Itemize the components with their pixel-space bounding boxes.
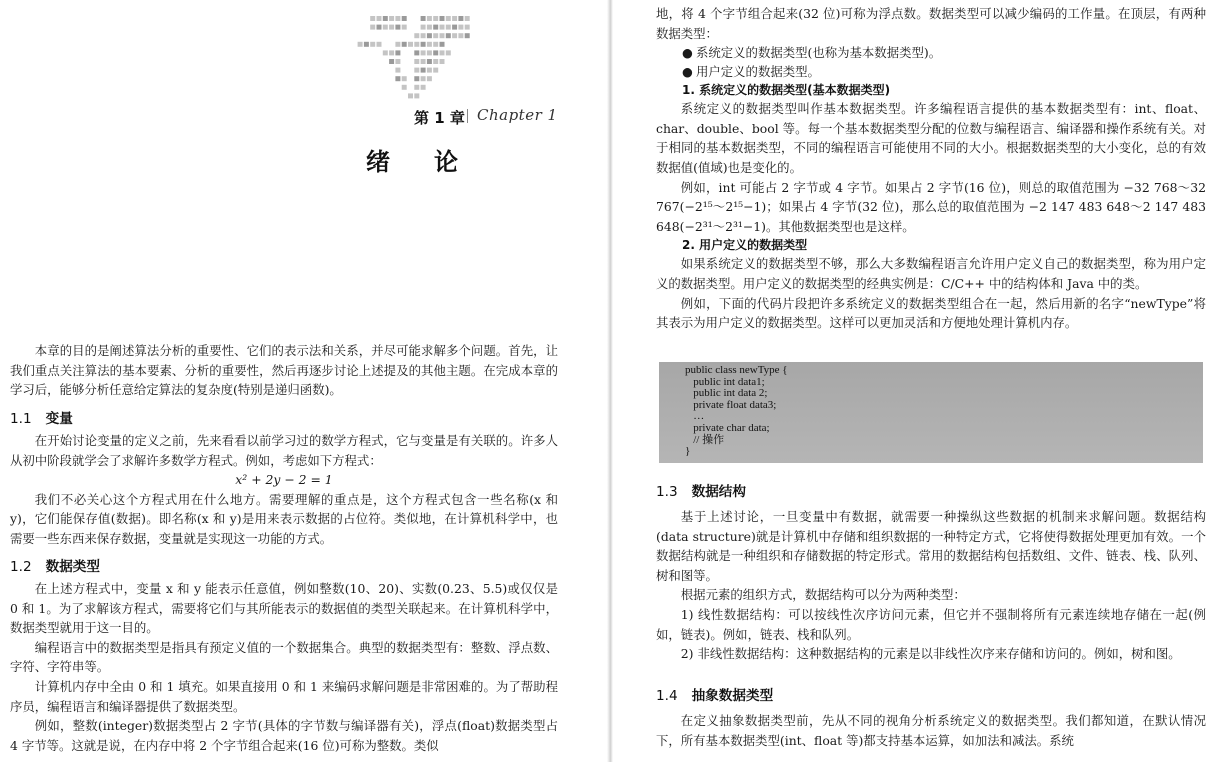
section-heading-abstract-data-types [656, 685, 1206, 707]
decoration-pixel [452, 16, 457, 21]
section-1-1 [10, 408, 558, 549]
intro-paragraph: 本章的目的是阐述算法分析的重要性、它们的表示法和关系，并尽可能求解多个问题。首先，让我们重点关注算法的基本要素、分析的重要性，然后再逐步讨论上述提及的其他主题。在完成本章的学习后，能够分析任意给定算法的复杂度(特别是递归函数)。 [10, 343, 558, 398]
decoration-pixel [440, 50, 445, 55]
decoration-pixel [446, 33, 451, 38]
decoration-pixel [402, 16, 407, 21]
decoration-pixel [421, 50, 426, 55]
decoration-pixel [433, 33, 438, 38]
paragraph: 我们不必关心这个方程式用在什么地方。需要理解的重点是，这个方程式包含一些名称(x 和 y)，它们能保存值(数据)。即名称(x 和 y)是用来表示数据的占位符。类似地，在计算机科学中，也需要一些东西来保存数据，变量就是实现这一功能的方式。 [10, 491, 558, 546]
decoration-pixel [427, 25, 432, 30]
decoration-pixel [452, 33, 457, 38]
decoration-pixel [395, 68, 400, 73]
decoration-pixel [402, 85, 407, 90]
decoration-pixel [364, 42, 369, 47]
decoration-pixel [395, 42, 400, 47]
decoration-pixel [440, 25, 445, 30]
decoration-pixel [433, 42, 438, 47]
decoration-pixel [370, 42, 375, 47]
chapter-decoration-pixels [345, 16, 473, 104]
decoration-pixel [433, 68, 438, 73]
bullet-icon: ● [682, 45, 693, 61]
decoration-pixel [427, 33, 432, 38]
decoration-pixel [421, 76, 426, 81]
paragraph: 系统定义的数据类型叫作基本数据类型。许多编程语言提供的基本数据类型有：int、float、char、double、bool 等。每一个基本数据类型分配的位数与编程语言、编译器和操作系统有关。对于相同的基本数据类型，不同的编程语言可能使用不同的大小。根据数据类型的大小变化，总的有效数据值(值域)也是变化的。 [656, 101, 1206, 175]
decoration-pixel [427, 68, 432, 73]
decoration-pixel [377, 16, 382, 21]
chapter-script-label: Chapter 1 [477, 106, 558, 124]
decoration-pixel [458, 25, 463, 30]
decoration-pixel [427, 16, 432, 21]
decoration-pixel [402, 25, 407, 30]
subsection-heading: 2. 用户定义的数据类型 [682, 238, 808, 253]
decoration-pixel [395, 16, 400, 21]
decoration-pixel [433, 50, 438, 55]
paragraph: 根据元素的组织方式，数据结构可以分为两种类型： [680, 587, 966, 603]
decoration-pixel [402, 76, 407, 81]
code-line: // 操作 [685, 433, 725, 446]
section-title: 数据结构 [691, 484, 746, 500]
decoration-pixel [452, 25, 457, 30]
code-snippet [659, 362, 1203, 463]
code-line: public int data1; [685, 375, 765, 388]
bullet-icon: ● [682, 64, 693, 80]
decoration-pixel [408, 42, 413, 47]
decoration-pixel [377, 25, 382, 30]
chapter-title: 绪论 [366, 148, 502, 176]
decoration-pixel [414, 68, 419, 73]
subsection-heading: 1. 系统定义的数据类型(基本数据类型) [682, 83, 891, 98]
decoration-pixel [421, 59, 426, 64]
decoration-pixel [395, 76, 400, 81]
paragraph: 2) 非线性数据结构：这种数据结构的元素是以非线性次序来存储和访问的。例如，树和图。 [680, 646, 1181, 662]
equation: x² + 2y − 2 = 1 [235, 472, 333, 488]
chapter-number: 第 1 章 [414, 109, 465, 127]
decoration-pixel [433, 25, 438, 30]
bullet-item [656, 62, 1206, 81]
decoration-pixel [421, 33, 426, 38]
decoration-pixel [389, 59, 394, 64]
bullet-text: 用户定义的数据类型。 [696, 64, 820, 80]
paragraph: 在上述方程式中，变量 x 和 y 能表示任意值，例如整数(10、20)、实数(0.23、5.5)或仅仅是 0 和 1。为了求解该方程式，需要将它们与其所能表示的数据值的类型关联起来。在计算机科学中，数据类型就用于这一目的。 [10, 581, 558, 636]
decoration-pixel [465, 33, 470, 38]
decoration-pixel [433, 16, 438, 21]
decoration-pixel [395, 25, 400, 30]
paragraph: 例如，整数(integer)数据类型占 2 字节(具体的字节数与编译器有关)，浮点(float)数据类型占 4 字节等。这就是说，在内存中将 2 个字节组合起来(16 位)可称为整数。类似 [10, 718, 558, 753]
section-title: 抽象数据类型 [691, 688, 774, 704]
decoration-pixel [440, 42, 445, 47]
section-heading-variables [10, 408, 558, 430]
decoration-pixel [414, 42, 419, 47]
decoration-pixel [465, 16, 470, 21]
section-number: 1.4 [656, 688, 678, 704]
decoration-pixel [421, 25, 426, 30]
right-page [611, 0, 1218, 762]
decoration-pixel [389, 25, 394, 30]
section-title: 数据类型 [45, 559, 100, 575]
paragraph: 在开始讨论变量的定义之前，先来看看以前学习过的数学方程式，它与变量是有关联的。许多人从初中阶段就学会了求解许多数学方程式。例如，考虑如下方程式： [10, 433, 558, 468]
section-number: 1.3 [656, 484, 678, 500]
decoration-pixel [446, 16, 451, 21]
decoration-pixel [421, 42, 426, 47]
decoration-pixel [395, 50, 400, 55]
decoration-pixel [465, 25, 470, 30]
paragraph: 1) 线性数据结构：可以按线性次序访问元素，但它并不强制将所有元素连续地存储在一起(例如，链表)。例如，链表、栈和队列。 [656, 606, 1206, 642]
chapter-intro [10, 341, 558, 400]
bullet-item [656, 43, 1206, 62]
code-line: } [685, 445, 691, 458]
decoration-pixel [433, 59, 438, 64]
decoration-pixel [440, 16, 445, 21]
section-heading-data-structures [656, 481, 1206, 503]
decoration-pixel [408, 93, 413, 98]
decoration-pixel [446, 50, 451, 55]
decoration-pixel [427, 50, 432, 55]
decoration-pixel [389, 16, 394, 21]
paragraph: 如果系统定义的数据类型不够，那么大多数编程语言允许用户定义自己的数据类型，称为用户定义的数据类型。用户定义的数据类型的经典实例是：C/C++ 中的结构体和 Java 中的类。 [656, 256, 1206, 291]
decoration-pixel [427, 42, 432, 47]
decoration-pixel [427, 59, 432, 64]
decoration-pixel [402, 42, 407, 47]
decoration-pixel [414, 33, 419, 38]
paragraph: 例如，int 可能占 2 字节或 4 字节。如果占 2 字节(16 位)，则总的取值范围为 −32 768～32 767(−2¹⁵～2¹⁵−1)；如果占 4 字节(32 位)，那么总的取值范围为 −2 147 483 648～2 147 483 648(−2³¹～2³¹−1)。其他数据类型也是这样。 [656, 179, 1206, 234]
bullet-text: 系统定义的数据类型(也称为基本数据类型)。 [696, 45, 942, 61]
decoration-pixel [414, 76, 419, 81]
decoration-pixel [421, 85, 426, 90]
paragraph: 基于上述讨论，一旦变量中有数据，就需要一种操纵这些数据的机制来求解问题。数据结构(data structure)就是计算机中存储和组织数据的一种特定方式，它将使得数据处理更加有效。一个数据结构就是一种组织和存储数据的特定形式。常用的数据结构包括数组、文件、链表、栈、队列、树和图等。 [656, 509, 1206, 583]
section-title: 变量 [45, 411, 73, 427]
decoration-pixel [421, 16, 426, 21]
decoration-pixel [377, 42, 382, 47]
code-line: private char data; [685, 421, 770, 434]
decoration-pixel [458, 33, 463, 38]
decoration-pixel [446, 25, 451, 30]
paragraph: 编程语言中的数据类型是指具有预定义值的一个数据集合。典型的数据类型有：整数、浮点数、字符、字符串等。 [10, 639, 558, 675]
decoration-pixel [414, 93, 419, 98]
code-line: private float data3; [685, 398, 777, 411]
paragraph: 地，将 4 个字节组合起来(32 位)可称为浮点数。数据类型可以减少编码的工作量。在顶层，有两种数据类型： [656, 6, 1206, 41]
decoration-pixel [383, 25, 388, 30]
decoration-pixel [427, 76, 432, 81]
decoration-pixel [358, 42, 363, 47]
decoration-pixel [414, 85, 419, 90]
decoration-pixel [421, 68, 426, 73]
paragraph: 在定义抽象数据类型前，先从不同的视角分析系统定义的数据类型。我们都知道，在默认情况下，所有基本数据类型(int、float 等)都支持基本运算，如加法和减法。系统 [656, 713, 1206, 748]
decoration-pixel [414, 59, 419, 64]
decoration-pixel [389, 50, 394, 55]
data-types-continued [656, 4, 1206, 333]
decoration-pixel [414, 50, 419, 55]
decoration-pixel [458, 16, 463, 21]
decoration-pixel [383, 16, 388, 21]
section-number: 1.1 [10, 411, 32, 427]
decoration-pixel [395, 59, 400, 64]
section-number: 1.2 [10, 559, 32, 575]
paragraph: 计算机内存中全由 0 和 1 填充。如果直接用 0 和 1 来编码求解问题是非常困难的。为了帮助程序员，编程语言和编译器提供了数据类型。 [10, 678, 558, 714]
paragraph: 例如，下面的代码片段把许多系统定义的数据类型组合在一起，然后用新的名字“newType”将其表示为用户定义的数据类型。这样可以更加灵活和方便地处理计算机内存。 [656, 295, 1206, 331]
code-line: … [685, 410, 705, 423]
decoration-pixel [440, 59, 445, 64]
section-1-3 [656, 481, 1206, 664]
section-heading-data-types [10, 556, 558, 578]
code-line: public int data 2; [685, 387, 768, 400]
decoration-pixel [383, 50, 388, 55]
decoration-pixel [440, 33, 445, 38]
decoration-pixel [370, 16, 375, 21]
section-1-2 [10, 556, 558, 755]
decoration-pixel [370, 25, 375, 30]
section-1-4 [656, 685, 1206, 750]
code-line: public class newType { [685, 364, 788, 376]
